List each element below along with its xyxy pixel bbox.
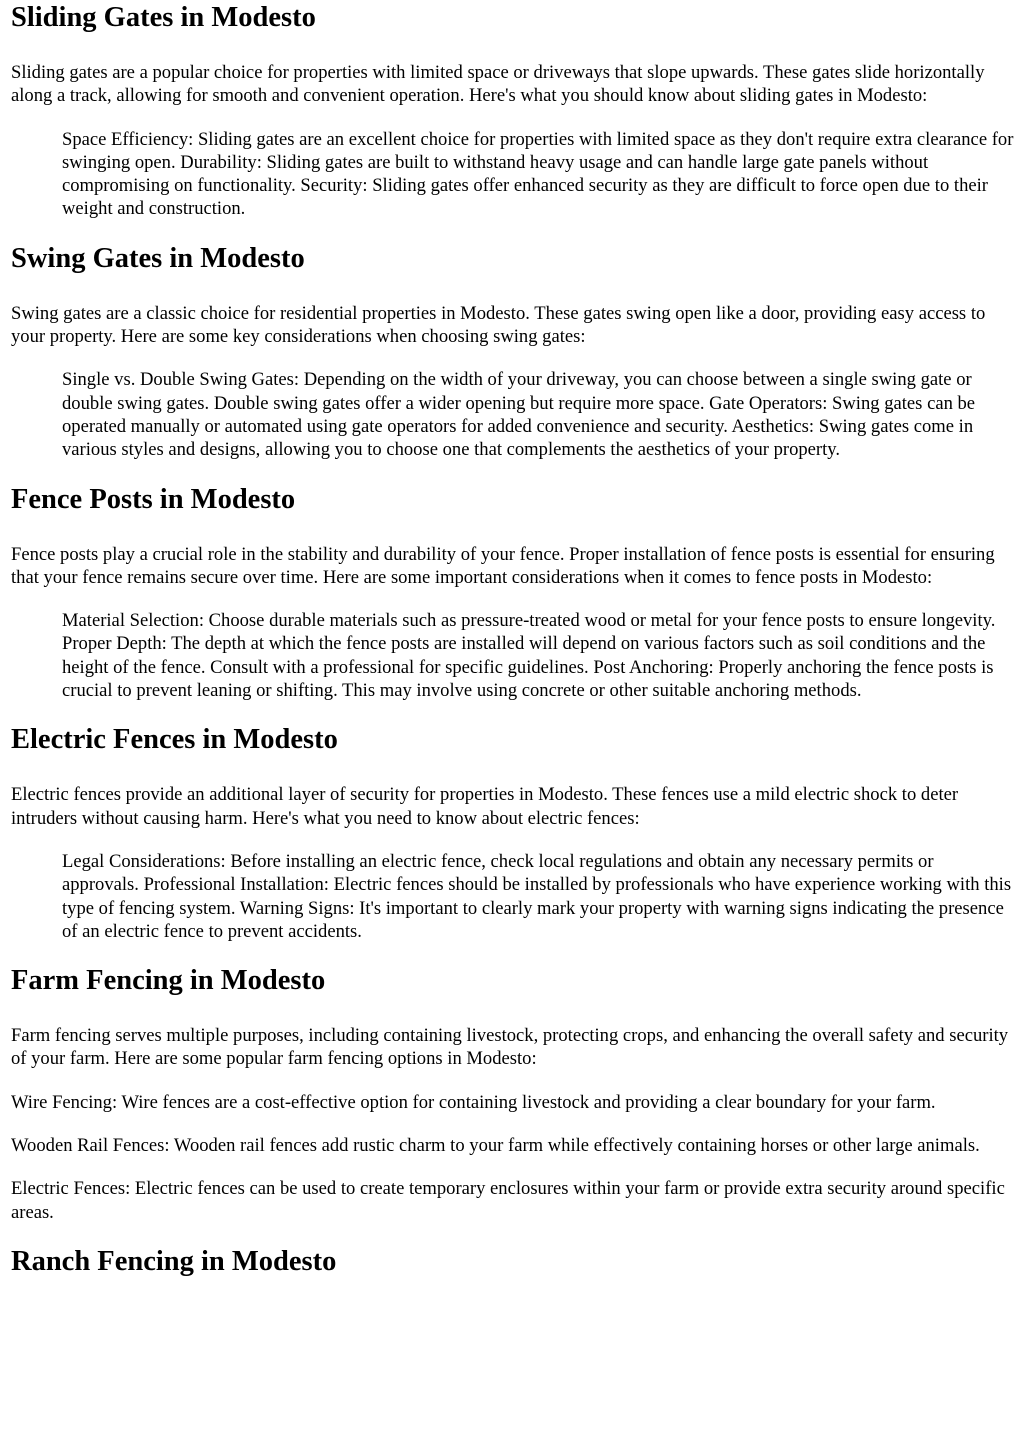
farm-option-wooden-rail: Wooden Rail Fences: Wooden rail fences add rustic charm to your farm while effectively containing horses or other large animals. [11, 1135, 980, 1157]
section-title-electric-fences: Electric Fences in Modesto [11, 724, 338, 756]
section-title-fence-posts: Fence Posts in Modesto [11, 483, 296, 515]
article [0, 1, 1024, 1279]
section-quote-electric-fences: Legal Considerations: Before installing an electric fence, check local regulations and obtain any necessary permits or approvals. Professional Installation: Electric fences should be installed by professionals who have experience working with this type of fencing system. Warning Signs: It's important to clearly mark your property with warning signs indicating the presence of an electric fence to prevent accidents. [62, 850, 1012, 942]
section-intro-sliding-gates: Sliding gates are a popular choice for properties with limited space or driveways that slope upwards. These gates slide horizontally along a track, allowing for smooth and convenient operation. Here's what you should know about sliding gates in Modesto: [11, 62, 985, 107]
section-title-sliding-gates: Sliding Gates in Modesto [11, 2, 316, 33]
section-title-ranch-fencing: Ranch Fencing in Modesto [11, 1245, 337, 1277]
section-intro-farm-fencing: Farm fencing serves multiple purposes, including containing livestock, protecting crops, and enhancing the overall safety and security of your farm. Here are some popular farm fencing options in Modesto: [11, 1025, 1009, 1070]
section-intro-electric-fences: Electric fences provide an additional layer of security for properties in Modesto. These fences use a mild electric shock to deter intruders without causing harm. Here's what you need to know about electric fences: [11, 784, 959, 829]
section-intro-fence-posts: Fence posts play a crucial role in the stability and durability of your fence. Proper installation of fence posts is essential for ensuring that your fence remains secure over time. Here are some important considerations when it comes to fence posts in Modesto: [11, 543, 995, 588]
section-intro-swing-gates: Swing gates are a classic choice for residential properties in Modesto. These gates swing open like a door, providing easy access to your property. Here are some key considerations when choosing swing gates: [11, 302, 986, 348]
section-title-swing-gates: Swing Gates in Modesto [11, 242, 305, 274]
farm-option-wire-fencing: Wire Fencing: Wire fences are a cost-effective option for containing livestock and providing a clear boundary for your farm. [11, 1091, 936, 1113]
section-title-farm-fencing: Farm Fencing in Modesto [11, 965, 326, 997]
farm-option-electric: Electric Fences: Electric fences can be used to create temporary enclosures within your farm or provide extra security around specific areas. [11, 1178, 1005, 1223]
section-quote-sliding-gates: Space Efficiency: Sliding gates are an excellent choice for properties with limited space as they don't require extra clearance for swinging open. Durability: Sliding gates are built to withstand heavy usage and can handle large gate panels without compromising on functionality. Security: Sliding gates offer enhanced security as they are difficult to force open due to their weight and construction. [62, 128, 1014, 220]
section-quote-swing-gates: Single vs. Double Swing Gates: Depending on the width of your driveway, you can choose between a single swing gate or double swing gates. Double swing gates offer a wider opening but require more space. Gate Operators: Swing gates can be operated manually or automated using gate operators for added convenience and security. Aesthetics: Swing gates come in various styles and designs, allowing you to choose one that complements the aesthetics of your property. [62, 369, 976, 461]
section-quote-fence-posts: Material Selection: Choose durable materials such as pressure-treated wood or metal for your fence posts to ensure longevity. Proper Depth: The depth at which the fence posts are installed will depend on various factors such as soil conditions and the height of the fence. Consult with a professional for specific guidelines. Post Anchoring: Properly anchoring the fence posts is crucial to prevent leaning or shifting. This may involve using concrete or other suitable anchoring methods. [62, 610, 996, 702]
